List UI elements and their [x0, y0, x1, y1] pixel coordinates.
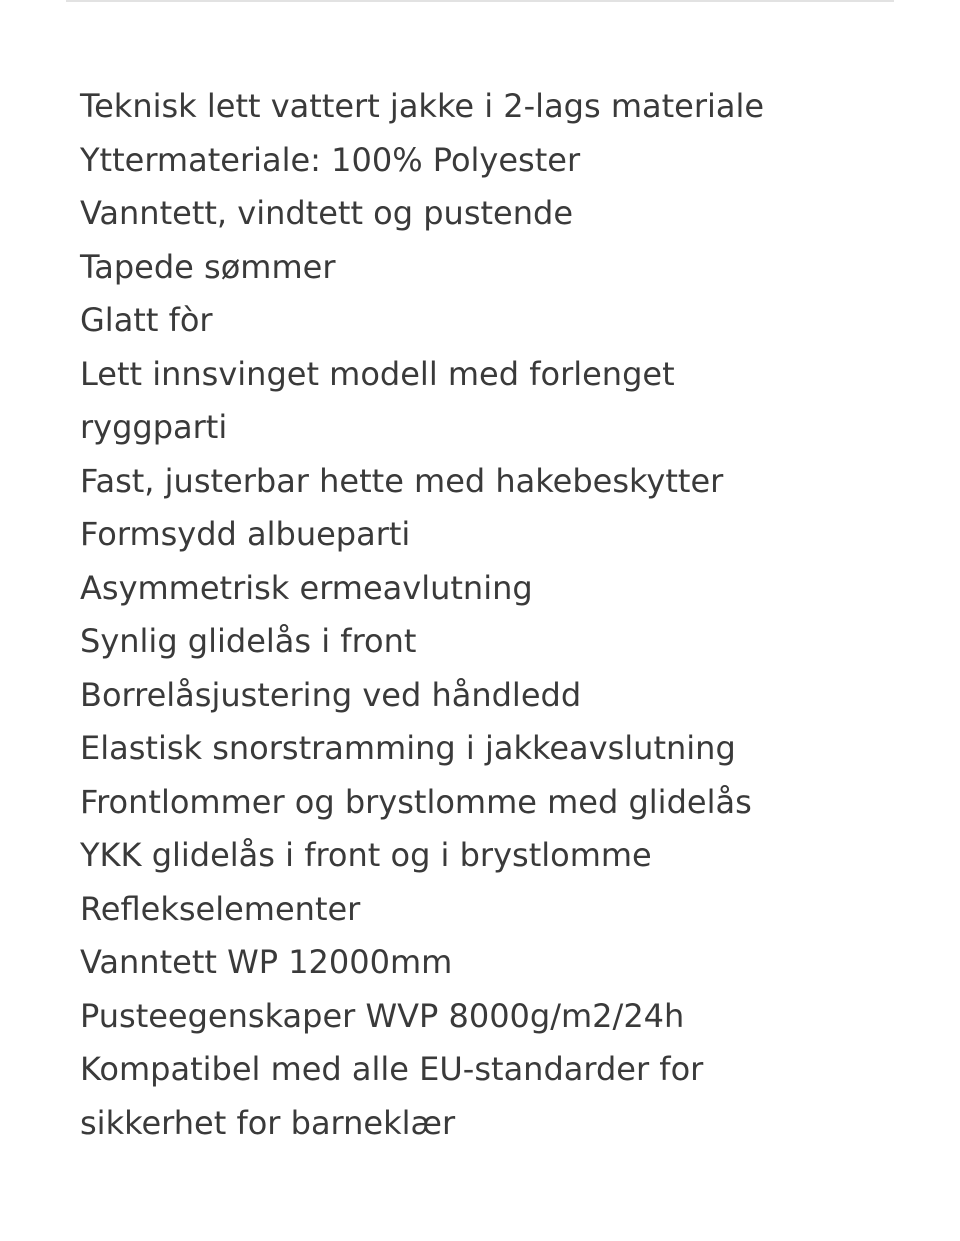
feature-item: YKK glidelås i front og i brystlomme	[80, 836, 652, 874]
top-divider	[66, 0, 894, 2]
feature-item: Tapede sømmer	[80, 247, 336, 286]
feature-item: Teknisk lett vattert jakke i 2-lags materiale	[80, 87, 765, 125]
feature-item: Lett innsvinget modell med forlenget ryggparti	[80, 354, 675, 446]
feature-item: Vanntett, vindtett og pustende	[80, 194, 574, 232]
feature-item: Synlig glidelås i front	[80, 622, 417, 660]
feature-item: Elastisk snorstramming i jakkeavslutning	[80, 729, 736, 767]
feature-item: Formsydd albueparti	[80, 515, 411, 553]
feature-item: Frontlommer og brystlomme med glidelås	[80, 782, 752, 821]
feature-item: Reflekselementer	[80, 889, 361, 928]
feature-item: Borrelåsjustering ved håndledd	[80, 675, 582, 714]
feature-item: Kompatibel med alle EU-standarder for sikkerhet for barneklær	[80, 1050, 704, 1142]
feature-item: Pusteegenskaper WVP 8000g/m2/24h	[80, 996, 685, 1035]
feature-item: Vanntett WP 12000mm	[80, 943, 453, 981]
feature-item: Fast, justerbar hette med hakebeskytter	[80, 461, 724, 500]
product-feature-list	[80, 80, 870, 1150]
feature-item: Glatt fòr	[80, 301, 213, 339]
feature-item: Yttermateriale: 100% Polyester	[80, 140, 581, 179]
feature-item: Asymmetrisk ermeavlutning	[80, 568, 533, 607]
